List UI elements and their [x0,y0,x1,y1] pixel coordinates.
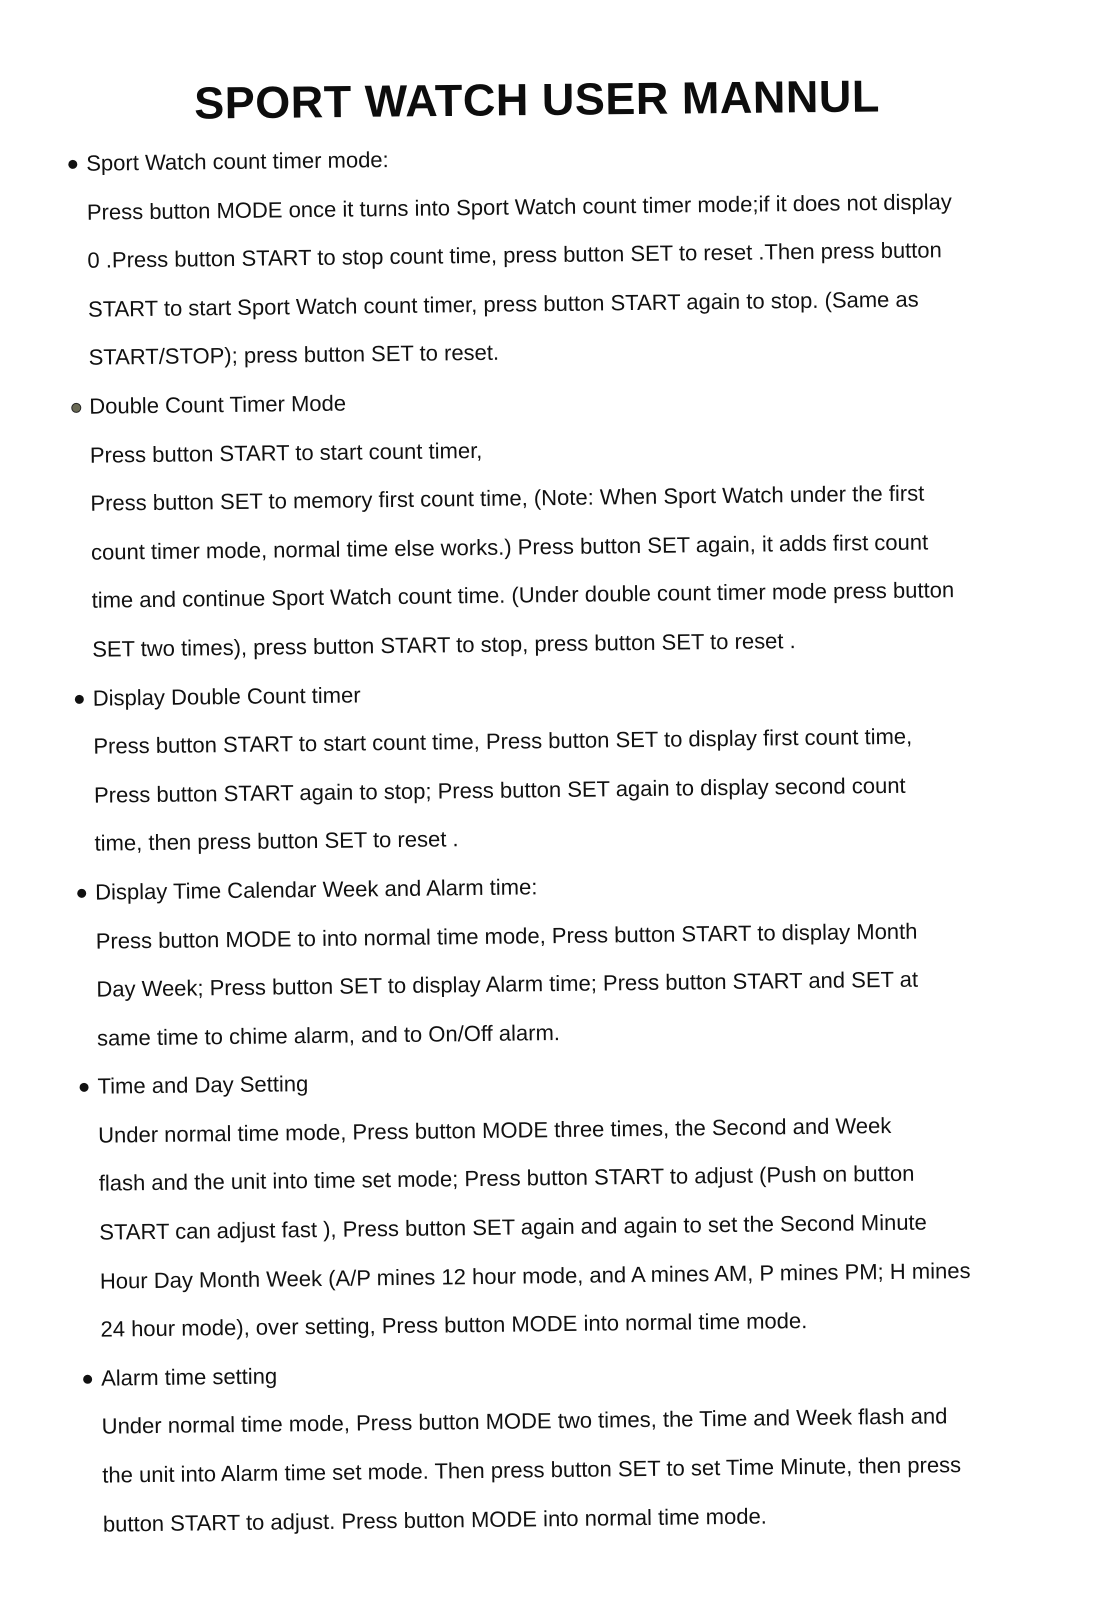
body-line: SET two times), press button START to stop, press button SET to reset . [92,628,796,662]
section-display-time-calendar [73,857,1055,1063]
body-line: Press button START to start count time, Press button SET to display first count time, [93,723,913,759]
section-heading-text: Time and Day Setting [97,1071,309,1099]
body-line: Hour Day Month Week (A/P mines 12 hour mode, and A mines AM, P mines PM; H mines [99,1257,971,1294]
bullet-icon [83,1375,92,1384]
section-heading-text: Alarm time setting [100,1363,278,1391]
body-line: START/STOP); press button SET to reset. [88,340,500,371]
body-line: Press button SET to memory first count time, (Note: When Sport Watch under the first [90,480,925,516]
body-line: 0 .Press button START to stop count time, press button SET to reset .Then press button [87,237,942,273]
body-line: START can adjust fast ), Press button SET again and again to set the Second Minute [99,1209,927,1245]
bullet-icon [71,403,81,413]
manual-content [64,128,1061,1549]
body-line: Press button START again to stop; Press button SET again to display second count [93,772,906,808]
body-line: Under normal time mode, Press button MODE two times, the Time and Week flash and [101,1403,948,1440]
body-line: time, then press button SET to reset . [94,826,459,856]
bullet-icon [80,1083,89,1092]
section-count-timer-mode [64,128,1047,383]
body-line: Press button START to start count timer, [89,437,483,468]
section-time-and-day-setting [75,1051,1058,1355]
body-line: count timer mode, normal time else works.) Press button SET again, it adds first count [90,529,929,565]
body-line: Under normal time mode, Press button MODE three times, the Second and Week [98,1112,892,1148]
body-line: Press button MODE once it turns into Sport Watch count timer mode;if it does not display [86,188,952,225]
body-line: button START to adjust. Press button MODE into normal time mode. [102,1503,767,1537]
body-line: START to start Sport Watch count timer, press button START again to stop. (Same as [87,286,919,322]
body-line: Day Week; Press button SET to display Alarm time; Press button START and SET at [96,966,919,1002]
section-double-count-timer-mode [67,371,1050,675]
section-heading-text: Display Time Calendar Week and Alarm time: [95,874,538,905]
section-display-double-count-timer [71,663,1053,869]
body-line: same time to chime alarm, and to On/Off alarm. [96,1019,561,1051]
section-heading-text: Double Count Timer Mode [89,390,347,419]
bullet-icon [75,694,84,703]
body-line: Press button MODE to into normal time mode, Press button START to display Month [95,918,918,954]
bullet-icon [68,160,77,169]
bullet-icon [77,889,86,898]
body-line: flash and the unit into time set mode; Press button START to adjust (Push on button [98,1161,915,1197]
body-line: time and continue Sport Watch count time. (Under double count timer mode press button [91,577,955,614]
body-line: the unit into Alarm time set mode. Then press button SET to set Time Minute, then press [102,1452,962,1488]
section-heading-text: Sport Watch count timer mode: [86,147,389,176]
body-line: 24 hour mode), over setting, Press button MODE into normal time mode. [100,1308,808,1342]
section-heading-text: Display Double Count timer [92,681,361,711]
section-alarm-time-setting [79,1343,1061,1549]
page-title: SPORT WATCH USER MANNUL [193,70,881,129]
